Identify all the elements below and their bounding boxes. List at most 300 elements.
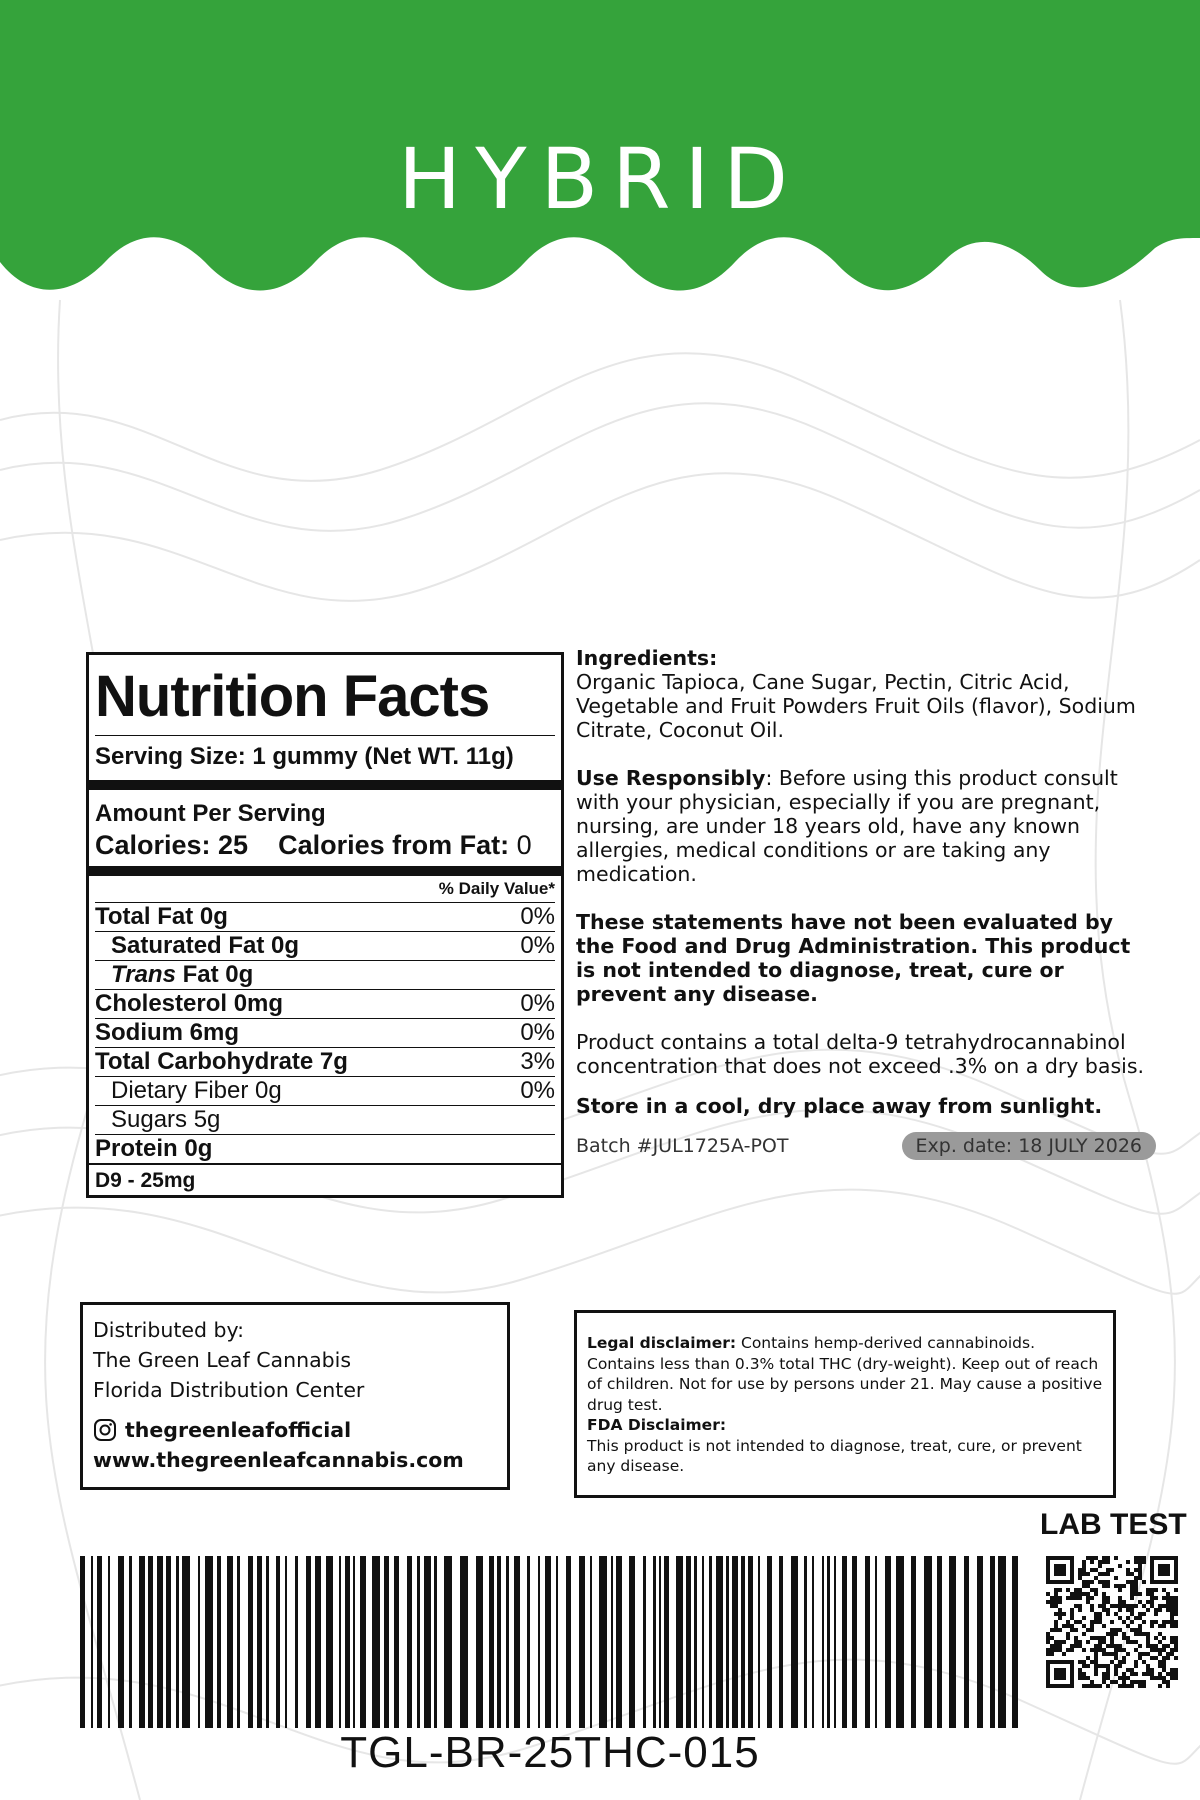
qr-module — [1150, 1592, 1154, 1596]
qr-module — [1122, 1676, 1126, 1680]
qr-module — [1082, 1592, 1086, 1596]
qr-module — [1090, 1648, 1094, 1652]
qr-module — [1106, 1556, 1110, 1560]
qr-module — [1106, 1612, 1110, 1616]
qr-module — [1082, 1572, 1086, 1576]
qr-module — [1174, 1600, 1178, 1604]
qr-module — [1126, 1668, 1130, 1672]
qr-module — [1110, 1636, 1114, 1640]
barcode-bar — [590, 1556, 592, 1728]
qr-module — [1134, 1580, 1138, 1584]
barcode-bar — [417, 1556, 420, 1728]
nutrient-pct: 3% — [520, 1048, 555, 1075]
qr-module — [1118, 1600, 1122, 1604]
qr-module — [1082, 1648, 1086, 1652]
product-info-column — [576, 646, 1156, 1160]
qr-module — [1098, 1636, 1102, 1640]
qr-module — [1170, 1640, 1174, 1644]
qr-module — [1154, 1608, 1158, 1612]
barcode-bar — [804, 1556, 807, 1728]
qr-module — [1090, 1624, 1094, 1628]
calories-row — [95, 828, 555, 866]
qr-module — [1174, 1596, 1178, 1600]
nutrient-pct: 0% — [520, 990, 555, 1017]
qr-module — [1174, 1656, 1178, 1660]
qr-module — [1106, 1632, 1110, 1636]
barcode-bar — [676, 1556, 683, 1728]
qr-module — [1170, 1668, 1174, 1672]
qr-module — [1078, 1596, 1082, 1600]
barcode-bar — [664, 1556, 669, 1728]
barcode-bar — [182, 1556, 190, 1728]
qr-module — [1118, 1660, 1122, 1664]
nutrient-label: Sugars 5g — [111, 1106, 221, 1133]
barcode-bar — [732, 1556, 738, 1728]
header-banner — [0, 0, 1200, 320]
legal-disclaimer-box — [574, 1310, 1116, 1498]
qr-module — [1146, 1636, 1150, 1640]
qr-module — [1090, 1628, 1094, 1632]
qr-module — [1114, 1604, 1118, 1608]
qr-module — [1134, 1604, 1138, 1608]
qr-module — [1070, 1608, 1074, 1612]
qr-module — [1086, 1592, 1090, 1596]
batch-number: Batch #JUL1725A-POT — [576, 1135, 789, 1157]
qr-module — [1046, 1632, 1050, 1636]
qr-module — [1134, 1576, 1138, 1580]
qr-module — [1150, 1648, 1154, 1652]
qr-module — [1086, 1664, 1090, 1668]
qr-module — [1078, 1668, 1082, 1672]
nutrient-label: Protein 0g — [95, 1135, 213, 1162]
qr-module — [1110, 1620, 1114, 1624]
qr-module — [1174, 1668, 1178, 1672]
qr-module — [1074, 1592, 1078, 1596]
barcode-bar — [424, 1556, 431, 1728]
qr-module — [1102, 1652, 1106, 1656]
qr-module — [1146, 1664, 1150, 1668]
qr-module — [1102, 1676, 1106, 1680]
qr-module — [1158, 1648, 1162, 1652]
qr-module — [1082, 1684, 1086, 1688]
qr-module — [1094, 1644, 1098, 1648]
barcode-bar — [295, 1556, 298, 1728]
qr-module — [1062, 1640, 1066, 1644]
qr-module — [1098, 1616, 1102, 1620]
nutrient-row-total-fat — [95, 903, 555, 932]
qr-module — [1170, 1608, 1174, 1612]
qr-module — [1074, 1596, 1078, 1600]
qr-module — [1138, 1624, 1142, 1628]
qr-module — [1146, 1668, 1150, 1672]
qr-module — [1154, 1676, 1158, 1680]
qr-module — [1146, 1588, 1150, 1592]
qr-module — [1098, 1604, 1102, 1608]
qr-module — [1058, 1628, 1062, 1632]
qr-module — [1122, 1620, 1126, 1624]
qr-module — [1158, 1604, 1162, 1608]
qr-module — [1106, 1644, 1110, 1648]
qr-module — [1126, 1652, 1130, 1656]
qr-module — [1078, 1644, 1082, 1648]
instagram-handle[interactable]: thegreenleafofficial — [125, 1418, 352, 1442]
qr-module — [1082, 1560, 1086, 1564]
qr-module — [1150, 1588, 1154, 1592]
qr-module — [1078, 1588, 1082, 1592]
qr-module — [1118, 1684, 1122, 1688]
instagram-row — [93, 1415, 497, 1445]
qr-module — [1110, 1632, 1114, 1636]
barcode-bar — [266, 1556, 269, 1728]
barcode-bar — [937, 1556, 942, 1728]
qr-module — [1106, 1672, 1110, 1676]
qr-module — [1102, 1624, 1106, 1628]
qr-module — [1098, 1564, 1102, 1568]
qr-module — [1090, 1608, 1094, 1612]
barcode-bar — [237, 1556, 240, 1728]
qr-module — [1054, 1644, 1058, 1648]
qr-module — [1098, 1648, 1102, 1652]
qr-module — [1106, 1596, 1110, 1600]
barcode-bar — [527, 1556, 530, 1728]
qr-module — [1130, 1628, 1134, 1632]
qr-module — [1114, 1672, 1118, 1676]
barcode-bar — [345, 1556, 350, 1728]
barcode-bar — [875, 1556, 877, 1728]
qr-module — [1086, 1676, 1090, 1680]
barcode-bar — [834, 1556, 836, 1728]
qr-module — [1154, 1612, 1158, 1616]
qr-module — [1114, 1668, 1118, 1672]
qr-module — [1130, 1612, 1134, 1616]
qr-module — [1062, 1612, 1066, 1616]
qr-module — [1134, 1672, 1138, 1676]
ingredients-label: Ingredients: — [576, 646, 718, 670]
barcode-bar — [616, 1556, 622, 1728]
qr-module — [1054, 1648, 1058, 1652]
qr-module — [1134, 1616, 1138, 1620]
qr-module — [1146, 1632, 1150, 1636]
qr-module — [1082, 1660, 1086, 1664]
barcode-bar — [779, 1556, 783, 1728]
qr-module — [1074, 1620, 1078, 1624]
qr-module — [1174, 1636, 1178, 1640]
qr-module — [1150, 1644, 1154, 1648]
qr-module — [1106, 1668, 1110, 1672]
qr-module — [1166, 1596, 1170, 1600]
qr-module — [1130, 1584, 1134, 1588]
qr-module — [1126, 1560, 1130, 1564]
qr-module — [1078, 1640, 1082, 1644]
nutrient-pct: 0% — [520, 903, 555, 930]
qr-module — [1130, 1672, 1134, 1676]
d9-content: D9 - 25mg — [89, 1163, 561, 1197]
qr-module — [1074, 1588, 1078, 1592]
qr-module — [1174, 1604, 1178, 1608]
qr-module — [1118, 1676, 1122, 1680]
qr-module — [1050, 1636, 1054, 1640]
nutrient-row-sugars — [95, 1106, 555, 1135]
qr-module — [1126, 1572, 1130, 1576]
nutrient-label: Total Fat 0g — [95, 903, 228, 930]
qr-module — [1166, 1620, 1170, 1624]
barcode-bar — [629, 1556, 635, 1728]
qr-module — [1174, 1612, 1178, 1616]
qr-module — [1106, 1568, 1110, 1572]
qr-module — [1078, 1568, 1082, 1572]
qr-module — [1138, 1652, 1142, 1656]
qr-module — [1174, 1624, 1178, 1628]
nutrient-row-sodium — [95, 1019, 555, 1048]
qr-module — [1078, 1576, 1082, 1580]
qr-module — [1138, 1576, 1142, 1580]
qr-module — [1114, 1680, 1118, 1684]
qr-module — [1146, 1600, 1150, 1604]
qr-module — [1146, 1640, 1150, 1644]
qr-module — [1162, 1620, 1166, 1624]
calories-label: Calories: 25 — [95, 830, 249, 860]
qr-module — [1050, 1644, 1054, 1648]
qr-module — [1082, 1672, 1086, 1676]
qr-module — [1158, 1652, 1162, 1656]
qr-module — [1150, 1656, 1154, 1660]
barcode-bar — [579, 1556, 585, 1728]
qr-module — [1094, 1588, 1098, 1592]
nutrient-row-cholesterol — [95, 990, 555, 1019]
qr-module — [1166, 1652, 1170, 1656]
qr-module — [1138, 1564, 1142, 1568]
qr-module — [1114, 1652, 1118, 1656]
serving-size: Serving Size: 1 gummy (Net WT. 11g) — [95, 735, 555, 780]
nutrient-row-protein — [95, 1135, 555, 1163]
qr-module — [1134, 1648, 1138, 1652]
qr-module — [1074, 1644, 1078, 1648]
qr-module — [1070, 1648, 1074, 1652]
qr-module — [1130, 1684, 1134, 1688]
qr-module — [1102, 1600, 1106, 1604]
qr-module — [1134, 1560, 1138, 1564]
barcode-bar — [276, 1556, 280, 1728]
qr-module — [1170, 1600, 1174, 1604]
qr-module — [1102, 1648, 1106, 1652]
qr-module — [1126, 1608, 1130, 1612]
qr-module — [1058, 1648, 1062, 1652]
qr-module — [1162, 1668, 1166, 1672]
qr-module — [1082, 1584, 1086, 1588]
qr-module — [1162, 1588, 1166, 1592]
distributor-location: Florida Distribution Center — [93, 1378, 365, 1402]
qr-module — [1114, 1664, 1118, 1668]
nutrition-facts-title: Nutrition Facts — [95, 664, 490, 729]
qr-module — [1066, 1648, 1070, 1652]
barcode-bar — [339, 1556, 341, 1728]
qr-module — [1122, 1636, 1126, 1640]
qr-module — [1122, 1604, 1126, 1608]
qr-module — [1142, 1680, 1146, 1684]
qr-module — [1094, 1556, 1098, 1560]
trans-label: Trans — [111, 961, 176, 988]
barcode-bar — [80, 1556, 85, 1728]
calories-fat-value: 0 — [516, 830, 532, 860]
qr-module — [1174, 1588, 1178, 1592]
qr-module — [1110, 1644, 1114, 1648]
qr-module — [1118, 1628, 1122, 1632]
qr-module — [1098, 1572, 1102, 1576]
qr-module — [1138, 1680, 1142, 1684]
qr-module — [1102, 1572, 1106, 1576]
barcode-bar — [176, 1556, 179, 1728]
daily-value-header: % Daily Value* — [95, 876, 555, 903]
nutrient-label: Cholesterol 0mg — [95, 990, 284, 1017]
qr-module — [1174, 1672, 1178, 1676]
qr-module — [1138, 1568, 1142, 1572]
barcode-bar — [514, 1556, 520, 1728]
nutrient-pct: 0% — [520, 932, 555, 959]
qr-module — [1170, 1636, 1174, 1640]
qr-module — [1106, 1560, 1110, 1564]
barcode-bar — [489, 1556, 494, 1728]
qr-module — [1098, 1684, 1102, 1688]
qr-module — [1078, 1604, 1082, 1608]
qr-module — [1158, 1664, 1162, 1668]
qr-module — [1098, 1560, 1102, 1564]
qr-module — [1086, 1572, 1090, 1576]
qr-module — [1066, 1624, 1070, 1628]
qr-module — [1146, 1672, 1150, 1676]
website-link[interactable]: www.thegreenleafcannabis.com — [93, 1448, 464, 1472]
qr-module — [1106, 1652, 1110, 1656]
qr-module — [1094, 1668, 1098, 1672]
batch-row — [576, 1132, 1156, 1160]
barcode-bar — [716, 1556, 723, 1728]
qr-module — [1050, 1596, 1054, 1600]
qr-module — [1082, 1568, 1086, 1572]
qr-module — [1114, 1584, 1118, 1588]
qr-module — [1102, 1580, 1106, 1584]
qr-module — [1058, 1600, 1062, 1604]
qr-module — [1106, 1580, 1110, 1584]
qr-module — [1090, 1580, 1094, 1584]
qr-module — [1142, 1684, 1146, 1688]
barcode-bar — [998, 1556, 1006, 1728]
barcode-bar — [896, 1556, 904, 1728]
qr-module — [1126, 1636, 1130, 1640]
barcode-bar — [157, 1556, 163, 1728]
qr-module — [1134, 1664, 1138, 1668]
qr-module — [1130, 1572, 1134, 1576]
qr-module — [1150, 1672, 1154, 1676]
barcode-bar — [394, 1556, 399, 1728]
qr-module — [1106, 1572, 1110, 1576]
qr-module — [1142, 1580, 1146, 1584]
qr-module — [1094, 1592, 1098, 1596]
qr-module — [1082, 1564, 1086, 1568]
qr-module — [1062, 1652, 1066, 1656]
qr-module — [1122, 1656, 1126, 1660]
qr-module — [1138, 1572, 1142, 1576]
qr-module — [1142, 1632, 1146, 1636]
qr-module — [1138, 1556, 1142, 1560]
qr-module — [1138, 1600, 1142, 1604]
expiration-badge: Exp. date: 18 JULY 2026 — [902, 1132, 1156, 1160]
qr-module — [1098, 1612, 1102, 1616]
qr-module — [1142, 1660, 1146, 1664]
lab-test-label: LAB TEST — [1040, 1508, 1187, 1541]
qr-finder — [1158, 1564, 1170, 1576]
qr-module — [1094, 1656, 1098, 1660]
qr-module — [1114, 1648, 1118, 1652]
qr-module — [1130, 1580, 1134, 1584]
barcode-bar — [139, 1556, 145, 1728]
nutrient-label — [95, 961, 253, 989]
qr-module — [1138, 1656, 1142, 1660]
qr-module — [1126, 1624, 1130, 1628]
qr-module — [1154, 1648, 1158, 1652]
qr-module — [1166, 1680, 1170, 1684]
barcode-bar — [384, 1556, 389, 1728]
qr-module — [1078, 1620, 1082, 1624]
qr-module — [1130, 1668, 1134, 1672]
qr-module — [1146, 1592, 1150, 1596]
qr-module — [1122, 1680, 1126, 1684]
barcode-bar — [248, 1556, 253, 1728]
barcode-bar — [205, 1556, 213, 1728]
barcode-bar — [306, 1556, 311, 1728]
barcode-bar — [599, 1556, 607, 1728]
qr-module — [1170, 1616, 1174, 1620]
qr-module — [1138, 1612, 1142, 1616]
qr-module — [1130, 1592, 1134, 1596]
qr-module — [1134, 1632, 1138, 1636]
qr-module — [1106, 1600, 1110, 1604]
qr-module — [1126, 1568, 1130, 1572]
nutrient-label: Saturated Fat 0g — [111, 932, 300, 959]
qr-module — [1090, 1660, 1094, 1664]
barcode-bar — [566, 1556, 571, 1728]
qr-module — [1090, 1596, 1094, 1600]
instagram-icon — [93, 1418, 117, 1442]
qr-code-icon[interactable] — [1046, 1556, 1178, 1688]
qr-module — [1110, 1640, 1114, 1644]
qr-module — [1070, 1624, 1074, 1628]
barcode — [80, 1556, 1020, 1728]
qr-module — [1066, 1632, 1070, 1636]
qr-module — [1138, 1560, 1142, 1564]
qr-module — [1154, 1620, 1158, 1624]
qr-module — [1074, 1640, 1078, 1644]
qr-module — [1114, 1644, 1118, 1648]
qr-module — [1154, 1636, 1158, 1640]
qr-module — [1058, 1612, 1062, 1616]
distributor-name: The Green Leaf Cannabis — [93, 1348, 352, 1372]
barcode-bar — [91, 1556, 93, 1728]
qr-module — [1162, 1660, 1166, 1664]
storage-instructions: Store in a cool, dry place away from sunlight. — [576, 1094, 1103, 1118]
qr-module — [1166, 1672, 1170, 1676]
qr-module — [1134, 1568, 1138, 1572]
qr-module — [1066, 1636, 1070, 1640]
qr-module — [1118, 1596, 1122, 1600]
barcode-bar — [166, 1556, 171, 1728]
qr-module — [1090, 1556, 1094, 1560]
qr-module — [1058, 1644, 1062, 1648]
qr-module — [1150, 1604, 1154, 1608]
qr-module — [1086, 1596, 1090, 1600]
qr-module — [1102, 1604, 1106, 1608]
barcode-bar — [227, 1556, 233, 1728]
qr-module — [1078, 1672, 1082, 1676]
qr-module — [1102, 1636, 1106, 1640]
